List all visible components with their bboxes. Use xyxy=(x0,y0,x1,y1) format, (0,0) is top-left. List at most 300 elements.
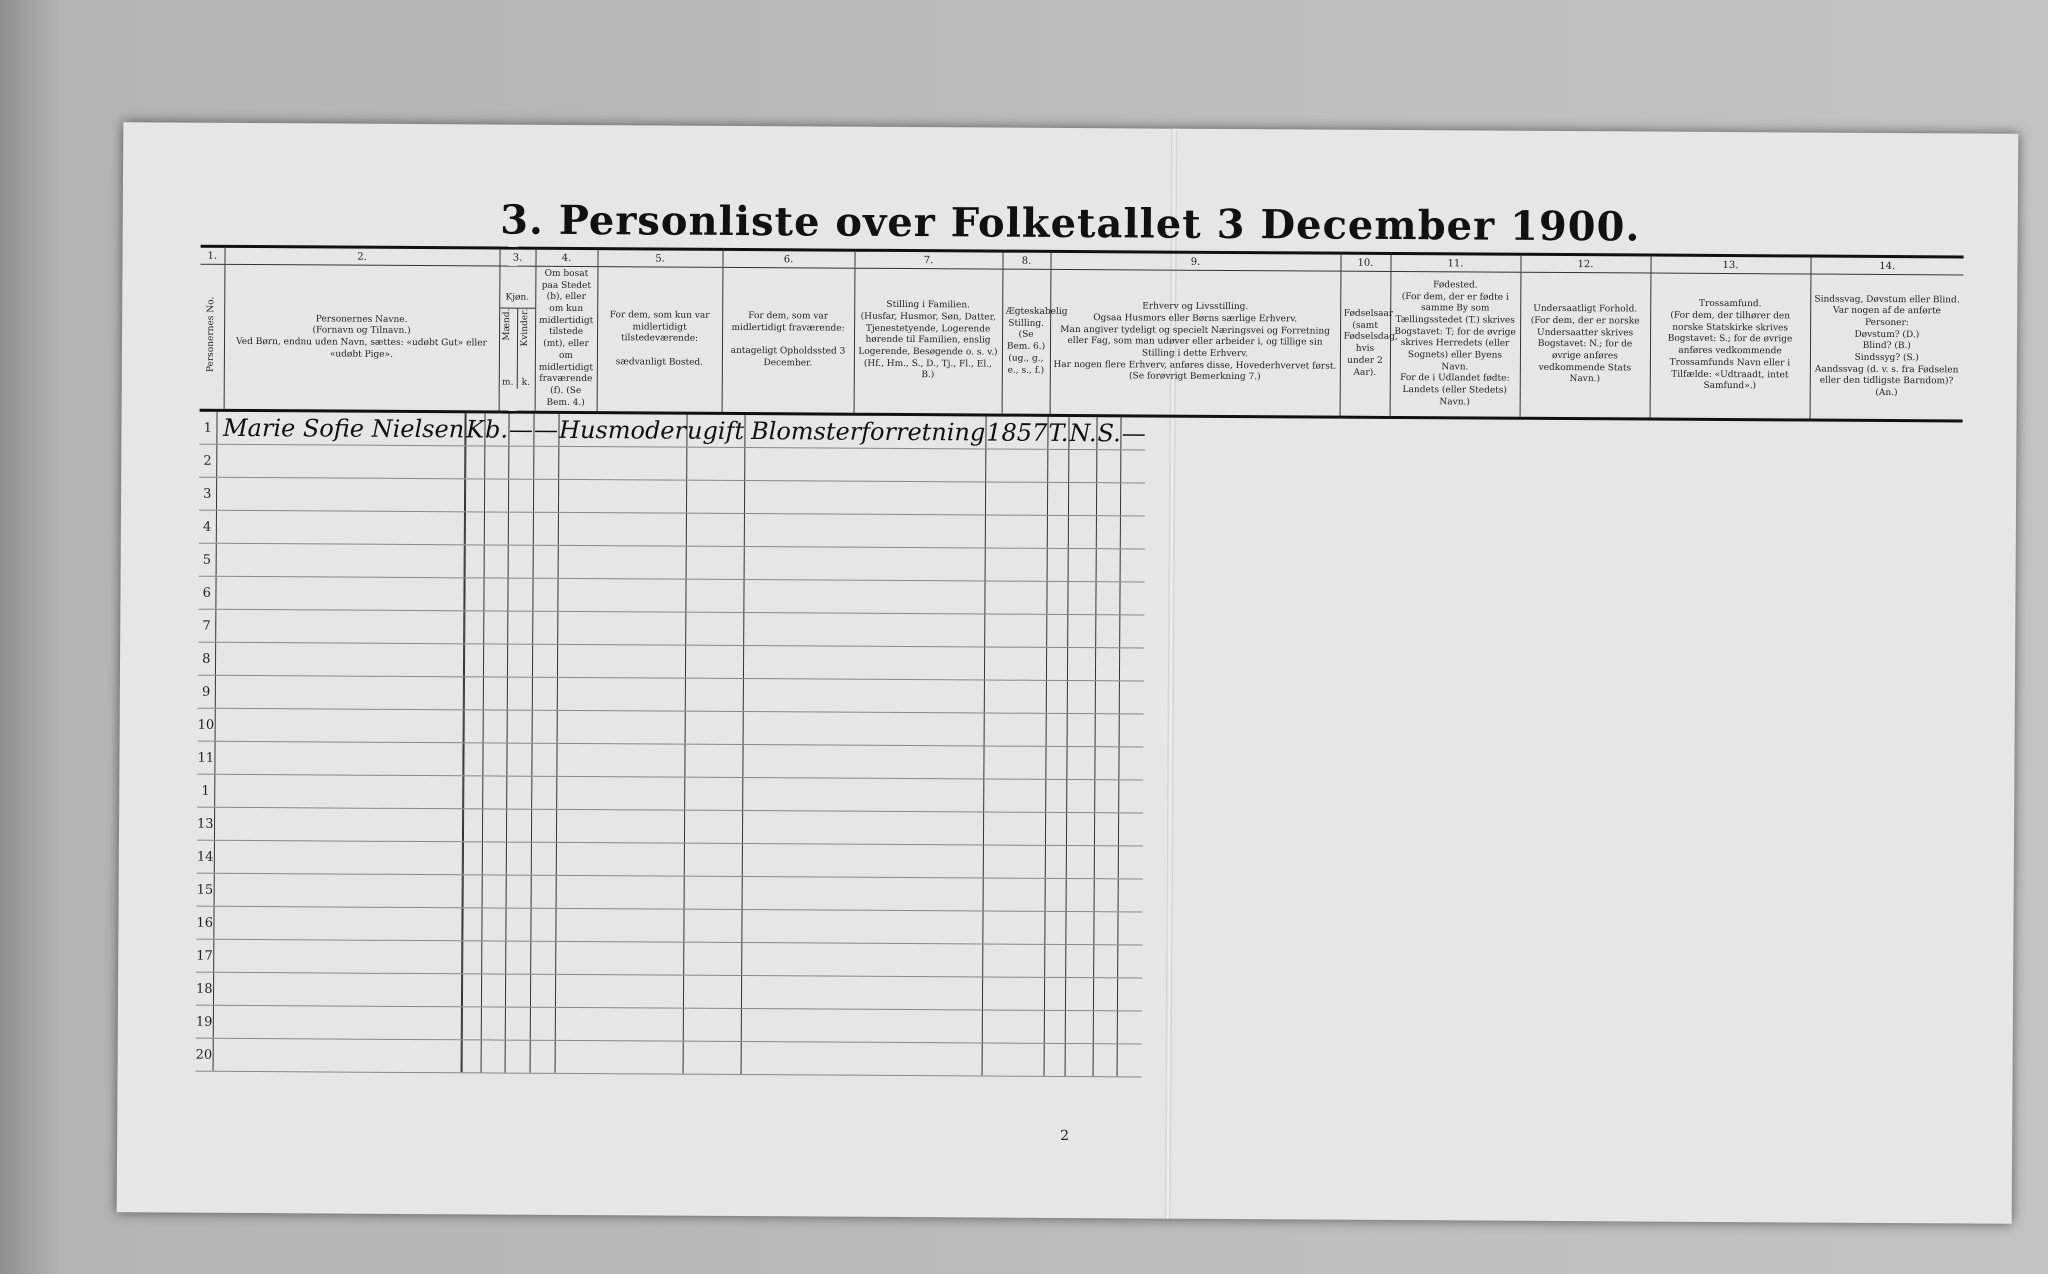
cell-bosat xyxy=(481,941,505,974)
cell-aegteskab xyxy=(684,876,742,909)
cell-erhverv xyxy=(742,877,983,911)
census-table xyxy=(196,245,1964,1083)
cell-bosted xyxy=(507,710,532,743)
cell-aar xyxy=(984,746,1046,779)
column-header: Stilling i Familien. (Husfar, Husmor, Søn, Datter, Tjenestetyende, Logerende hørende til Familien, enslig Logerende, Besøgende o. s. v.) (Hf., Hm., S., D., Tj., Fl., El., B.) xyxy=(854,268,1003,415)
column-header: Erhverv og Livsstilling. Ogsaa Husmors eller Børns særlige Erhverv. Man angiver tydeligt og specielt Næringsvei og Forretning eller Fag, som man udøver eller arbeider i, og tillige sin Stilling i dette Erhverv. Har nogen flere Erhverv, anføres disse, Hovederhvervet først. (Se forøvrigt Bemerkning 7.) xyxy=(1050,269,1341,417)
cell-sind xyxy=(1117,1044,1142,1077)
column-number: 10. xyxy=(1340,253,1390,271)
cell-stilling xyxy=(558,447,686,481)
cell-bosat xyxy=(484,446,508,479)
cell-bosted xyxy=(506,842,531,875)
cell-aegteskab xyxy=(683,942,741,975)
cell-aegteskab xyxy=(683,909,741,942)
cell-name xyxy=(215,610,463,645)
cell-sind xyxy=(1118,912,1143,945)
cell-undersaat xyxy=(1067,648,1095,681)
cell-k xyxy=(464,710,483,743)
cell-aegteskab xyxy=(685,645,743,678)
cell-fodested xyxy=(1047,549,1068,582)
cell-stilling xyxy=(557,612,685,646)
column-header: Sindssvag, Døvstum eller Blind. Var nogen af de anførte Personer: Døvstum? (D.) Blind? (B.) Sindssyg? (S.) Aandssvag (d. v. s. fra Fødselen eller den tidligste Barndom)? (An.) xyxy=(1810,274,1964,421)
row-number: 17 xyxy=(196,939,213,972)
cell-aar: 1857 xyxy=(986,417,1048,450)
cell-tros xyxy=(1097,450,1121,483)
column-header: Undersaatligt Forhold. (For dem, der er norske Undersaatter skrives Bogstavet: N.; for de øvrige anføres vedkommende Stats Navn.) xyxy=(1520,272,1651,419)
cell-fodested xyxy=(1045,846,1066,879)
column-header: Ægteskabelig Stilling. (Se Bem. 6.) (ug., g., e., s., f.) xyxy=(1002,269,1051,416)
cell-stilling xyxy=(555,1008,683,1042)
cell-stilling xyxy=(557,579,685,613)
cell-undersaat: N. xyxy=(1069,417,1097,450)
cell-undersaat xyxy=(1067,780,1095,813)
cell-undersaat xyxy=(1065,1011,1093,1044)
cell-sind xyxy=(1118,945,1143,978)
cell-name xyxy=(215,676,463,711)
row-number: 5 xyxy=(199,543,216,576)
row-number: 18 xyxy=(196,972,213,1005)
cell-undersaat xyxy=(1066,879,1094,912)
cell-aar xyxy=(983,878,1045,911)
cell-bosat xyxy=(481,1007,505,1040)
cell-sind xyxy=(1120,615,1145,648)
cell-undersaat xyxy=(1066,846,1094,879)
cell-erhverv xyxy=(742,745,983,779)
cell-bosat xyxy=(484,512,508,545)
cell-undersaat xyxy=(1068,615,1096,648)
cell-aar xyxy=(983,812,1045,845)
cell-undersaat xyxy=(1067,681,1095,714)
cell-bosat xyxy=(484,545,508,578)
cell-tros xyxy=(1093,1044,1117,1077)
cell-sind xyxy=(1120,648,1145,681)
cell-aegteskab xyxy=(685,612,743,645)
cell-aegteskab: ugift xyxy=(686,415,744,448)
cell-opholdssted xyxy=(530,1040,555,1073)
cell-fodested xyxy=(1047,582,1068,615)
row-number: 19 xyxy=(196,1005,213,1038)
cell-aar xyxy=(985,548,1047,581)
column-number: 2. xyxy=(224,246,499,266)
cell-sind: — xyxy=(1121,418,1146,451)
cell-bosat xyxy=(481,974,505,1007)
cell-aar xyxy=(982,1043,1044,1076)
cell-stilling xyxy=(556,744,684,778)
cell-tros xyxy=(1096,516,1120,549)
cell-erhverv xyxy=(743,712,984,746)
cell-erhverv xyxy=(742,844,983,878)
column-number: 1. xyxy=(200,246,224,264)
cell-k xyxy=(462,1007,481,1040)
cell-sind xyxy=(1119,846,1144,879)
cell-opholdssted xyxy=(531,875,556,908)
cell-fodested xyxy=(1044,1011,1065,1044)
column-header-row xyxy=(200,264,1964,421)
cell-tros xyxy=(1095,747,1119,780)
cell-bosted xyxy=(505,908,530,941)
row-number: 4 xyxy=(199,510,216,543)
cell-tros xyxy=(1096,615,1120,648)
column-header: Fødselsaar (samt Fødselsdag, hvis under 2 Aar). xyxy=(1340,271,1391,418)
cell-aar xyxy=(984,713,1046,746)
cell-bosted xyxy=(505,941,530,974)
cell-name xyxy=(213,907,461,942)
cell-bosted xyxy=(507,644,532,677)
column-number: 5. xyxy=(597,249,722,268)
cell-aar xyxy=(983,845,1045,878)
cell-fodested xyxy=(1047,483,1068,516)
cell-opholdssted xyxy=(530,908,555,941)
cell-tros xyxy=(1094,945,1118,978)
cell-sind xyxy=(1119,813,1144,846)
column-number: 7. xyxy=(854,250,1002,269)
cell-sind xyxy=(1121,516,1146,549)
cell-bosted xyxy=(506,809,531,842)
cell-opholdssted xyxy=(531,842,556,875)
cell-tros xyxy=(1095,714,1119,747)
cell-name xyxy=(216,544,464,579)
row-number: 3 xyxy=(199,477,216,510)
cell-k xyxy=(463,875,482,908)
cell-stilling xyxy=(558,546,686,580)
cell-stilling xyxy=(557,678,685,712)
cell-undersaat xyxy=(1068,582,1096,615)
cell-fodested xyxy=(1045,945,1066,978)
kjon-label: Kjøn. xyxy=(500,288,535,309)
cell-opholdssted xyxy=(533,479,558,512)
cell-stilling xyxy=(556,810,684,844)
cell-bosted: — xyxy=(508,414,533,447)
cell-sind xyxy=(1121,450,1146,483)
column-number: 6. xyxy=(722,249,854,268)
row-number: 6 xyxy=(198,576,215,609)
cell-bosted xyxy=(508,479,533,512)
cell-tros xyxy=(1095,681,1119,714)
cell-name xyxy=(214,841,462,876)
cell-k xyxy=(464,644,483,677)
cell-fodested xyxy=(1045,879,1066,912)
cell-opholdssted xyxy=(530,974,555,1007)
cell-bosted xyxy=(507,677,532,710)
cell-stilling xyxy=(555,942,683,976)
cell-bosat xyxy=(483,578,507,611)
cell-erhverv xyxy=(742,811,983,845)
row-number: 1 xyxy=(199,412,216,445)
cell-aar xyxy=(982,977,1044,1010)
cell-bosat xyxy=(483,677,507,710)
cell-erhverv xyxy=(744,481,985,515)
column-number: 4. xyxy=(535,248,597,266)
cell-fodested xyxy=(1045,912,1066,945)
cell-fodested xyxy=(1046,780,1067,813)
row-number: 13 xyxy=(197,807,214,840)
cell-sind xyxy=(1120,681,1145,714)
cell-stilling xyxy=(556,843,684,877)
cell-aar xyxy=(983,911,1045,944)
census-sheet xyxy=(117,122,2019,1224)
cell-erhverv xyxy=(744,514,985,548)
cell-erhverv xyxy=(743,679,984,713)
cell-bosat xyxy=(483,710,507,743)
cell-name xyxy=(214,874,462,909)
cell-tros xyxy=(1093,1011,1117,1044)
cell-stilling xyxy=(556,777,684,811)
cell-sind xyxy=(1118,879,1143,912)
column-header: Fødested. (For dem, der er fødte i samme By som Tællingsstedet (T.) skrives Bogstavet: T; for de øvrige skrives Herredets (eller Sognets) eller Byens Navn. For de i Udlandet fødte: Landets (eller Stedets) Navn.) xyxy=(1390,271,1521,418)
cell-name xyxy=(213,940,461,975)
column-number: 13. xyxy=(1650,255,1810,274)
row-number: 15 xyxy=(197,873,214,906)
cell-aar xyxy=(983,779,1045,812)
cell-k xyxy=(463,776,482,809)
row-number: 2 xyxy=(199,444,216,477)
column-number: 8. xyxy=(1002,251,1050,269)
column-header-kjon xyxy=(499,266,536,412)
column-number: 14. xyxy=(1810,256,1963,275)
cell-undersaat xyxy=(1065,1044,1093,1077)
cell-aegteskab xyxy=(686,546,744,579)
cell-erhverv xyxy=(744,448,985,482)
cell-bosted xyxy=(505,974,530,1007)
cell-opholdssted xyxy=(533,446,558,479)
cell-undersaat xyxy=(1067,747,1095,780)
cell-sind xyxy=(1120,549,1145,582)
cell-aar xyxy=(982,944,1044,977)
cell-k xyxy=(464,743,483,776)
cell-opholdssted xyxy=(530,1007,555,1040)
cell-stilling xyxy=(558,513,686,547)
cell-k xyxy=(464,677,483,710)
cell-bosted xyxy=(508,512,533,545)
column-header: Personernes No. xyxy=(200,264,225,410)
cell-aegteskab xyxy=(686,513,744,546)
column-header: Om bosat paa Stedet (b), eller om kun midlertidigt tilstede (mt), eller om midlertidigt fraværende (f). (Se Bem. 4.) xyxy=(535,266,598,413)
cell-tros xyxy=(1095,813,1119,846)
cell-bosat xyxy=(482,842,506,875)
cell-aar xyxy=(984,680,1046,713)
cell-opholdssted xyxy=(531,743,556,776)
cell-undersaat xyxy=(1065,978,1093,1011)
cell-aar xyxy=(985,449,1047,482)
cell-undersaat xyxy=(1066,813,1094,846)
cell-fodested xyxy=(1046,714,1067,747)
cell-aegteskab xyxy=(685,579,743,612)
row-number: 1 xyxy=(197,774,214,807)
cell-aegteskab xyxy=(684,744,742,777)
cell-stilling: Husmoder xyxy=(558,414,686,447)
cell-bosted xyxy=(508,545,533,578)
cell-aegteskab xyxy=(683,975,741,1008)
cell-sind xyxy=(1120,582,1145,615)
cell-name xyxy=(214,775,462,810)
cell-stilling xyxy=(557,645,685,679)
cell-undersaat xyxy=(1068,516,1096,549)
cell-erhverv xyxy=(741,910,982,944)
cell-k xyxy=(463,842,482,875)
column-header: Personernes Navne. (Fornavn og Tilnavn.) Ved Børn, endnu uden Navn, sættes: «udøbt Gut» eller «udøbt Pige». xyxy=(224,264,500,412)
cell-undersaat xyxy=(1066,945,1094,978)
cell-erhverv xyxy=(741,1009,982,1043)
cell-tros xyxy=(1094,846,1118,879)
cell-k xyxy=(465,578,484,611)
cell-bosted xyxy=(506,743,531,776)
cell-bosted xyxy=(508,446,533,479)
cell-tros xyxy=(1095,780,1119,813)
cell-bosat: b. xyxy=(484,414,508,447)
cell-sind xyxy=(1121,483,1146,516)
cell-opholdssted xyxy=(532,611,557,644)
column-header: For dem, som var midlertidigt fraværende: antageligt Opholdssted 3 December. xyxy=(722,267,855,414)
cell-bosat xyxy=(481,1040,505,1073)
cell-bosat xyxy=(482,776,506,809)
kjon-sub-header: Mænd. m. xyxy=(502,309,514,388)
cell-opholdssted xyxy=(530,941,555,974)
cell-k: K xyxy=(466,414,485,447)
cell-bosat xyxy=(483,611,507,644)
cell-fodested xyxy=(1046,747,1067,780)
cell-bosat xyxy=(482,875,506,908)
row-number: 20 xyxy=(196,1038,213,1071)
cell-bosat xyxy=(484,479,508,512)
cell-name xyxy=(216,511,464,546)
cell-opholdssted xyxy=(532,677,557,710)
cell-undersaat xyxy=(1067,714,1095,747)
cell-aar xyxy=(985,482,1047,515)
cell-fodested xyxy=(1044,1044,1065,1077)
cell-k xyxy=(465,479,484,512)
row-number: 10 xyxy=(198,708,215,741)
cell-opholdssted xyxy=(533,545,558,578)
cell-erhverv xyxy=(741,1042,982,1076)
cell-k xyxy=(462,941,481,974)
cell-undersaat xyxy=(1068,483,1096,516)
cell-erhverv xyxy=(741,976,982,1010)
cell-bosted xyxy=(506,776,531,809)
cell-name: Marie Sofie Nielsen xyxy=(216,412,464,446)
cell-name xyxy=(215,577,463,612)
cell-name xyxy=(214,742,462,777)
cell-name xyxy=(216,478,464,513)
cell-name xyxy=(215,643,463,678)
row-number: 11 xyxy=(197,741,214,774)
cell-bosat xyxy=(483,644,507,677)
cell-stilling xyxy=(555,909,683,943)
cell-aar xyxy=(984,614,1046,647)
cell-tros xyxy=(1097,483,1121,516)
cell-aar xyxy=(985,581,1047,614)
column-header: Trossamfund. (For dem, der tilhører den norske Statskirke skrives Bogstavet: S.; for de øvrige anføres vedkommende Trossamfunds Navn eller i Tilfælde: «Udtraadt, intet Samfund».) xyxy=(1650,273,1811,420)
cell-name xyxy=(213,1039,461,1074)
cell-aegteskab xyxy=(683,1008,741,1041)
row-number: 7 xyxy=(198,609,215,642)
cell-aar xyxy=(985,515,1047,548)
cell-aegteskab xyxy=(683,1041,741,1074)
cell-opholdssted xyxy=(532,644,557,677)
cell-stilling xyxy=(558,480,686,514)
cell-opholdssted: — xyxy=(533,414,558,447)
cell-stilling xyxy=(557,711,685,745)
cell-stilling xyxy=(555,975,683,1009)
row-number: 9 xyxy=(198,675,215,708)
cell-erhverv xyxy=(742,778,983,812)
cell-erhverv xyxy=(743,646,984,680)
cell-bosted xyxy=(505,1040,530,1073)
column-number: 9. xyxy=(1050,251,1340,271)
cell-aegteskab xyxy=(685,711,743,744)
cell-fodested xyxy=(1048,450,1069,483)
cell-bosted xyxy=(506,875,531,908)
column-number: 11. xyxy=(1390,253,1520,272)
cell-name xyxy=(213,973,461,1008)
cell-bosat xyxy=(482,743,506,776)
cell-aegteskab xyxy=(686,447,744,480)
cell-sind xyxy=(1118,1011,1143,1044)
cell-bosted xyxy=(507,611,532,644)
cell-bosat xyxy=(482,809,506,842)
cell-fodested xyxy=(1046,648,1067,681)
cell-stilling xyxy=(556,876,684,910)
cell-sind xyxy=(1119,780,1144,813)
cell-tros xyxy=(1096,549,1120,582)
document-title: 3. Personliste over Folketallet 3 December 1900. xyxy=(500,196,1641,251)
cell-tros xyxy=(1096,582,1120,615)
row-number: 8 xyxy=(198,642,215,675)
cell-opholdssted xyxy=(532,710,557,743)
cell-sind xyxy=(1118,978,1143,1011)
cell-erhverv xyxy=(741,943,982,977)
cell-sind xyxy=(1119,747,1144,780)
cell-k xyxy=(462,974,481,1007)
cell-name xyxy=(215,709,463,744)
column-number: 3. xyxy=(499,248,535,266)
cell-name xyxy=(214,808,462,843)
cell-fodested xyxy=(1046,681,1067,714)
cell-aegteskab xyxy=(686,480,744,513)
cell-tros: S. xyxy=(1097,417,1121,450)
cell-tros xyxy=(1094,879,1118,912)
cell-fodested xyxy=(1047,516,1068,549)
cell-undersaat xyxy=(1068,549,1096,582)
cell-opholdssted xyxy=(531,809,556,842)
table-row xyxy=(196,1038,1143,1077)
cell-sind xyxy=(1119,714,1144,747)
cell-aegteskab xyxy=(684,777,742,810)
row-number: 16 xyxy=(196,906,213,939)
cell-undersaat xyxy=(1066,912,1094,945)
cell-k xyxy=(464,611,483,644)
cell-opholdssted xyxy=(531,776,556,809)
cell-aegteskab xyxy=(685,678,743,711)
cell-fodested: T. xyxy=(1048,417,1069,450)
cell-aar xyxy=(984,647,1046,680)
cell-erhverv xyxy=(744,547,985,581)
cell-erhverv xyxy=(743,613,984,647)
cell-k xyxy=(465,545,484,578)
cell-k xyxy=(465,512,484,545)
kjon-sub-header: Kvinder. k. xyxy=(516,309,535,389)
cell-name xyxy=(213,1006,461,1041)
cell-bosted xyxy=(505,1007,530,1040)
cell-stilling xyxy=(555,1041,683,1075)
cell-erhverv xyxy=(743,580,984,614)
cell-fodested xyxy=(1045,813,1066,846)
cell-k xyxy=(463,908,482,941)
cell-aegteskab xyxy=(684,843,742,876)
cell-bosat xyxy=(481,908,505,941)
cell-k xyxy=(465,446,484,479)
cell-undersaat xyxy=(1069,450,1097,483)
cell-k xyxy=(462,1040,481,1073)
